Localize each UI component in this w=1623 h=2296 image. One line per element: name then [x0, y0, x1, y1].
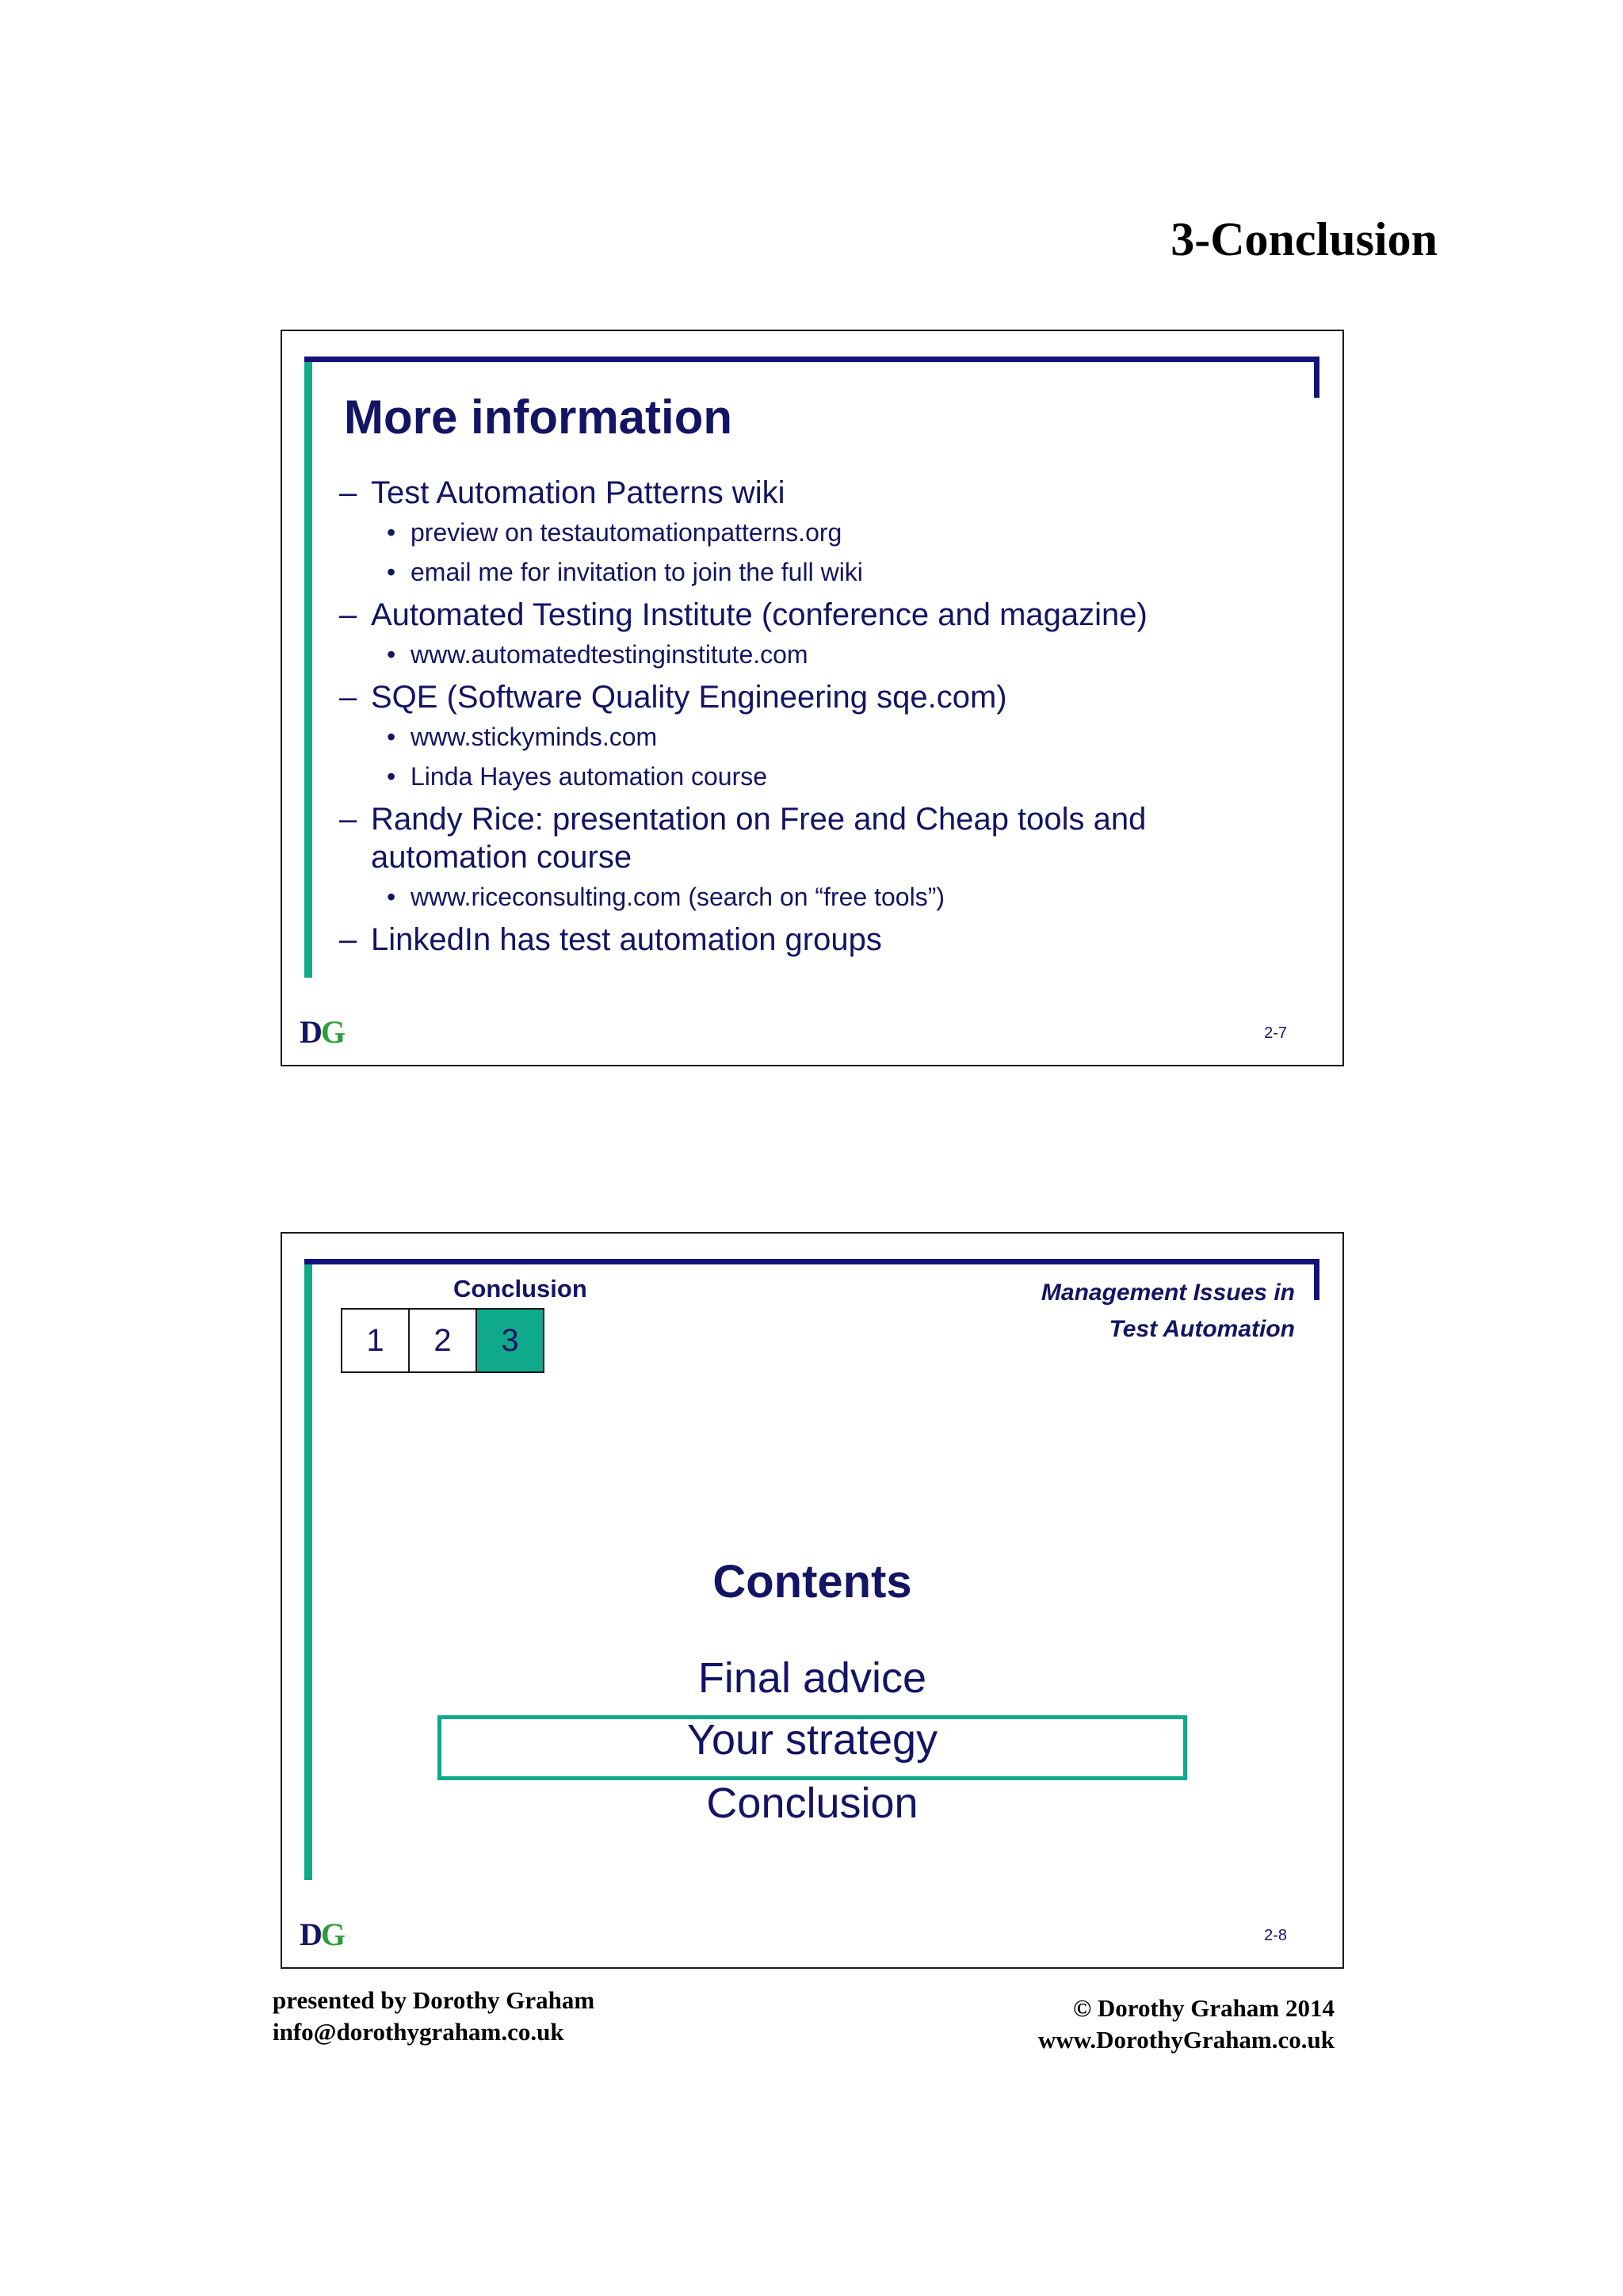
- bullet-text: Automated Testing Institute (conference and magazine): [371, 597, 1148, 632]
- bullet-item: [339, 474, 1290, 512]
- sub-bullet-text: www.stickyminds.com: [411, 723, 658, 751]
- dot-marker: •: [387, 640, 396, 669]
- footer-email: info@dorothygraham.co.uk: [273, 2018, 564, 2046]
- dot-marker: •: [387, 883, 396, 911]
- dash-marker: –: [339, 597, 357, 632]
- bullet-text: Randy Rice: presentation on Free and Cheap tools and automation course: [371, 802, 1147, 875]
- footer-presenter: [273, 1985, 594, 2048]
- bullet-item: [339, 596, 1290, 634]
- bullet-text: LinkedIn has test automation groups: [371, 922, 882, 957]
- dot-marker: •: [387, 723, 396, 751]
- tab-1: 1: [341, 1308, 410, 1373]
- footer-copyright: [1038, 1993, 1335, 2056]
- bullet-item: [339, 800, 1211, 876]
- course-title: [1041, 1275, 1295, 1348]
- sub-bullet-text: email me for invitation to join the full wiki: [411, 558, 863, 586]
- footer-presenter-name: presented by Dorothy Graham: [273, 1986, 595, 2014]
- page-number: 2-7: [1264, 1024, 1287, 1042]
- sub-bullet-text: www.riceconsulting.com (search on “free tools”): [411, 883, 945, 911]
- sub-bullet-item: [339, 639, 1290, 670]
- section-title: 3-Conclusion: [1170, 213, 1438, 265]
- sub-bullet-item: [339, 556, 1290, 588]
- contents-title: Contents: [712, 1556, 912, 1608]
- dg-logo: DG: [300, 1917, 345, 1952]
- contents-item: Final advice: [697, 1654, 927, 1702]
- bullet-item: [339, 678, 1290, 716]
- navy-corner-rule: [1314, 1259, 1319, 1300]
- sub-bullet-text: Linda Hayes automation course: [411, 762, 768, 791]
- dot-marker: •: [387, 518, 396, 547]
- navy-corner-rule: [1314, 357, 1319, 398]
- sub-bullet-text: www.automatedtestinginstitute.com: [411, 640, 808, 669]
- bullet-text: SQE (Software Quality Engineering sqe.com): [371, 680, 1007, 715]
- contents-item-highlighted: Your strategy: [686, 1716, 938, 1764]
- page-number: 2-8: [1264, 1927, 1287, 1944]
- bullet-list: [339, 474, 1290, 963]
- dash-marker: –: [339, 680, 357, 715]
- tab-2: 2: [408, 1308, 477, 1373]
- section-tabs: [342, 1308, 544, 1373]
- dash-marker: –: [339, 475, 357, 510]
- slide-more-information: [281, 330, 1344, 1066]
- contents-item: Conclusion: [706, 1779, 918, 1827]
- tab-3-active: 3: [475, 1308, 544, 1373]
- navy-top-rule: [304, 357, 1319, 362]
- sub-bullet-item: [339, 761, 1290, 792]
- slide-contents: [281, 1232, 1344, 1969]
- dash-marker: –: [339, 922, 357, 957]
- sub-bullet-item: [339, 881, 1290, 913]
- dg-logo: DG: [300, 1014, 345, 1050]
- footer-website: www.DorothyGraham.co.uk: [1037, 2026, 1335, 2054]
- course-title-line: Test Automation: [1109, 1316, 1295, 1342]
- sub-bullet-item: [339, 721, 1290, 753]
- dash-marker: –: [339, 802, 357, 837]
- section-label: Conclusion: [453, 1275, 587, 1302]
- bullet-item: [339, 921, 1290, 959]
- slide-heading: More information: [344, 391, 732, 444]
- course-title-line: Management Issues in: [1041, 1280, 1295, 1306]
- sub-bullet-text: preview on testautomationpatterns.org: [411, 518, 842, 547]
- footer-copyright-text: © Dorothy Graham 2014: [1073, 1994, 1335, 2022]
- green-accent-bar: [304, 360, 312, 978]
- dot-marker: •: [387, 762, 396, 791]
- dot-marker: •: [387, 558, 396, 586]
- sub-bullet-item: [339, 517, 1290, 548]
- navy-top-rule: [304, 1259, 1319, 1264]
- bullet-text: Test Automation Patterns wiki: [371, 475, 785, 510]
